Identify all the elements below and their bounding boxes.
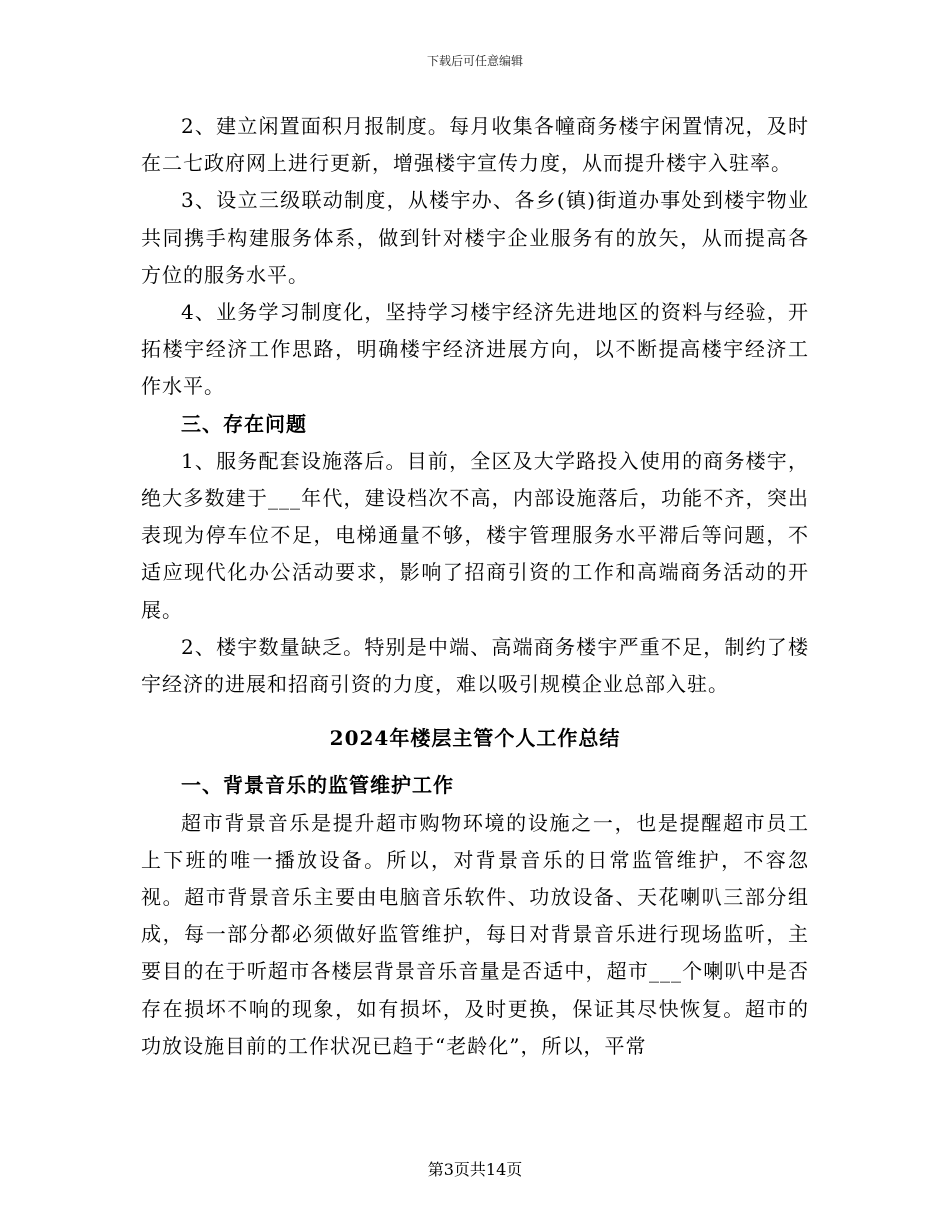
document-body [141, 108, 809, 1065]
section-heading-problems: 三、存在问题 [181, 411, 307, 436]
background-music-paragraph: 超市背景音乐是提升超市购物环境的设施之一，也是提醒超市员工上下班的唯一播放设备。所以，对背景音乐的日常监管维护，不容忽视。超市背景音乐主要由电脑音乐软件、功放设备、天花喇叭三部分组成，每一部分都必须做好监管维护，每日对背景音乐进行现场监听，主要目的在于听超市各楼层背景音乐音量是否适中，超市___个喇叭中是否存在损坏不响的现象，如有损坏，及时更换，保证其尽快恢复。超市的功放设施目前的工作状况已趋于“老龄化”，所以，平常 [141, 810, 809, 1058]
page-header-note: 下载后可任意编辑 [426, 54, 523, 68]
paragraph-item-3: 3、设立三级联动制度，从楼宇办、各乡(镇)街道办事处到楼宇物业共同携手构建服务体系，做到针对楼宇企业服务有的放矢，从而提高各方位的服务水平。 [141, 188, 809, 287]
document-title: 2024年楼层主管个人工作总结 [329, 726, 621, 751]
paragraph-item-4: 4、业务学习制度化，坚持学习楼宇经济先进地区的资料与经验，开拓楼宇经济工作思路，明确楼宇经济进展方向，以不断提高楼宇经济工作水平。 [141, 300, 809, 399]
problem-item-2: 2、楼宇数量缺乏。特别是中端、高端商务楼宇严重不足，制约了楼宇经济的进展和招商引资的力度，难以吸引规模企业总部入驻。 [141, 634, 809, 697]
paragraph-item-2: 2、建立闲置面积月报制度。每月收集各幢商务楼宇闲置情况，及时在二七政府网上进行更新，增强楼宇宣传力度，从而提升楼宇入驻率。 [141, 114, 809, 176]
problem-item-1: 1、服务配套设施落后。目前，全区及大学路投入使用的商务楼宇，绝大多数建于___年代，建设档次不高，内部设施落后，功能不齐，突出表现为停车位不足，电梯通量不够，楼宇管理服务水平滞后等问题，不适应现代化办公活动要求，影响了招商引资的工作和高端商务活动的开展。 [141, 448, 809, 622]
section-heading-background-music: 一、背景音乐的监管维护工作 [181, 773, 454, 798]
page-number-footer: 第3页共14页 [427, 1160, 523, 1179]
